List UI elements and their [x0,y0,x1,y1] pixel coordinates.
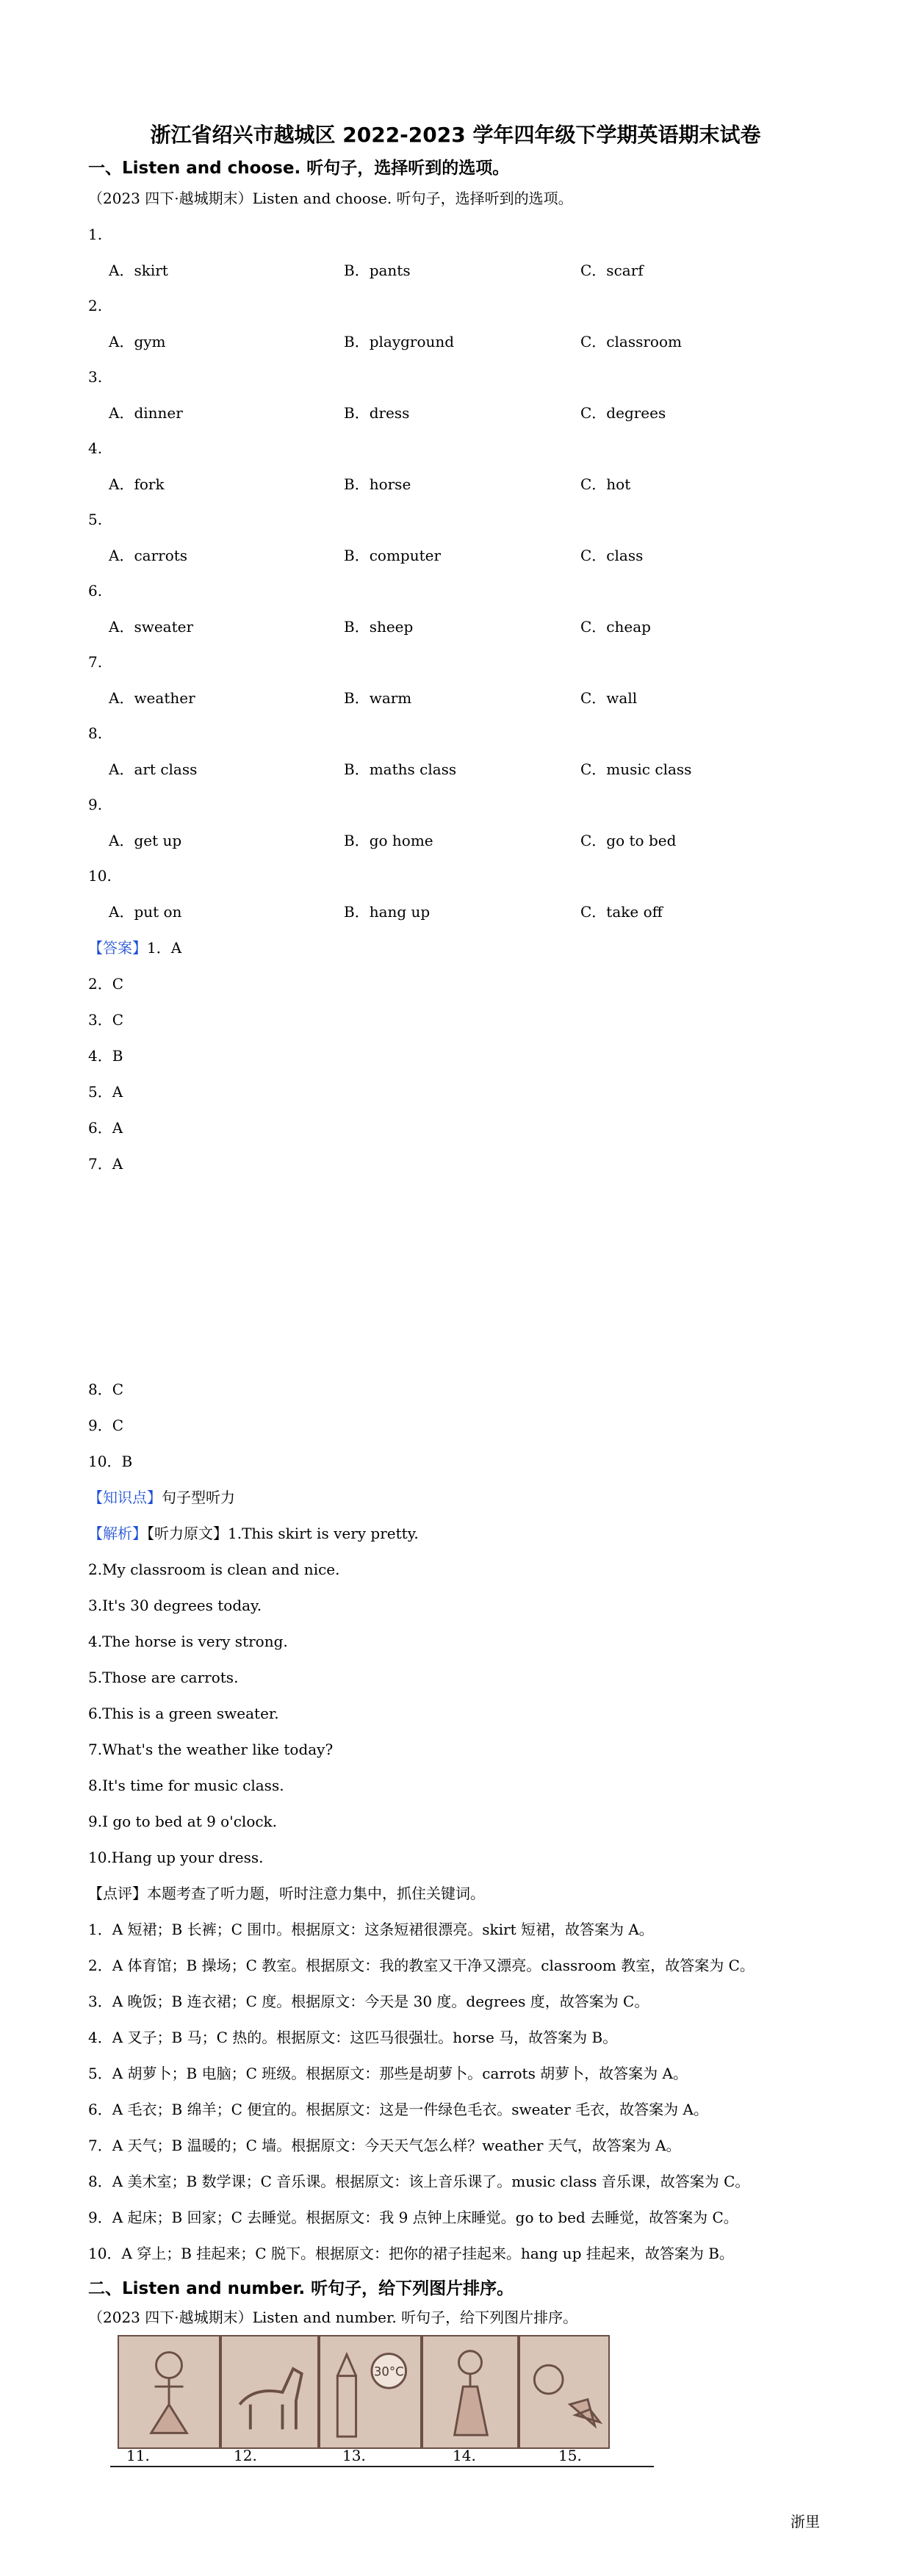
option-c: C．degrees [580,404,666,422]
transcript-line: 【听力原文】1.This skirt is very pretty. [147,1525,419,1542]
explanation-line: 1．A 短裙；B 长裤；C 围巾。根据原文：这条短裙很漂亮。skirt 短裙，故答案为 A。 [88,1921,654,1938]
transcript-line: 5.Those are carrots. [88,1669,239,1686]
knowledge-tag: 【知识点】 [88,1489,162,1506]
option-b: B．sheep [344,618,414,636]
option-a: A．gym [109,333,166,350]
transcript-line: 2.My classroom is clean and nice. [88,1561,340,1578]
question-number: 5. [88,511,103,528]
explanation-line: 4．A 叉子；B 马；C 热的。根据原文：这匹马很强壮。horse 马，故答案为 B。 [88,2029,618,2046]
answer-tag: 【答案】 [88,939,147,957]
question-number: 8. [88,724,103,742]
answer-5: 5．A [88,1083,123,1101]
picture-strip [118,2335,610,2449]
section-2-source: （2023 四下·越城期末）Listen and number. 听句子，给下列图片排序。 [88,2309,578,2326]
blank-11: 11. [126,2447,150,2464]
answer-9: 9．C [88,1417,124,1434]
option-b: B．maths class [344,760,457,778]
option-b: B．dress [344,404,410,422]
option-b: B．pants [344,262,411,279]
answer-baseline [110,2466,654,2467]
transcript-line: 8.It's time for music class. [88,1777,284,1794]
option-c: C．scarf [580,262,644,279]
question-number: 2. [88,297,103,314]
option-c: C．class [580,547,644,564]
option-a: A．carrots [109,547,188,564]
explanation-line: 5．A 胡萝卜；B 电脑；C 班级。根据原文：那些是胡萝卜。carrots 胡萝卜，故答案为 A。 [88,2065,688,2082]
transcript-line: 3.It's 30 degrees today. [88,1597,262,1614]
question-number: 9. [88,796,103,813]
picture-carrots [519,2335,610,2449]
girl-dress-icon [423,2336,517,2447]
question-number: 1. [88,226,103,243]
blank-12: 12. [234,2447,257,2464]
question-number: 4. [88,439,103,457]
transcript-line: 7.What's the weather like today? [88,1741,334,1758]
option-b: B．warm [344,689,412,707]
option-c: C．hot [580,475,631,493]
explanation-line: 2．A 体育馆；B 操场；C 教室。根据原文：我的教室又干净又漂亮。classroom 教室，故答案为 C。 [88,1957,755,1974]
blank-15: 15. [558,2447,582,2464]
option-b: B．hang up [344,903,431,921]
option-b: B．computer [344,547,442,564]
option-a: A．art class [109,760,198,778]
section-1-heading: 一、Listen and choose. 听句子，选择听到的选项。 [88,159,510,178]
option-a: A．put on [109,903,182,921]
option-a: A．dinner [109,404,183,422]
explanation-line: 3．A 晚饭；B 连衣裙；C 度。根据原文：今天是 30 度。degrees 度，故答案为 C。 [88,1993,649,2010]
answer-line-1 [88,938,181,958]
blank-14: 14. [453,2447,476,2464]
analysis-tag: 【解析】 [88,1525,147,1542]
option-b: B．horse [344,475,411,493]
answer-4: 4．B [88,1047,123,1065]
picture-dress [422,2335,519,2449]
girl-skirt-icon [119,2336,219,2447]
transcript-line: 4.The horse is very strong. [88,1633,288,1650]
transcript-line: 9.I go to bed at 9 o'clock. [88,1813,278,1830]
option-a: A．fork [109,475,165,493]
answer-3: 3．C [88,1011,124,1029]
option-b: B．playground [344,333,455,350]
option-c: C．take off [580,903,663,921]
comment-line: 【点评】本题考查了听力题，听时注意力集中，抓住关键词。 [88,1885,485,1902]
section-2-heading: 二、Listen and number. 听句子，给下列图片排序。 [88,2279,514,2298]
option-c: C．wall [580,689,638,707]
option-a: A．skirt [109,262,168,279]
section-1-source: （2023 四下·越城期末）Listen and choose. 听句子，选择听到的选项。 [88,190,573,207]
picture-weather [319,2335,422,2449]
transcript-line: 6.This is a green sweater. [88,1705,279,1722]
picture-skirt [118,2335,220,2449]
question-number: 7. [88,653,103,671]
option-a: A．weather [109,689,195,707]
answer-6: 6．A [88,1119,123,1137]
page-title: 浙江省绍兴市越城区 2022-2023 学年四年级下学期英语期末试卷 [150,123,761,147]
answer-8: 8．C [88,1381,124,1398]
option-a: A．sweater [109,618,194,636]
explanation-line: 9．A 起床；B 回家；C 去睡觉。根据原文：我 9 点钟上床睡觉。go to bed 去睡觉，故答案为 C。 [88,2209,738,2226]
question-number: 3. [88,368,103,386]
page-footer: 浙里 [791,2513,820,2530]
explanation-line: 7．A 天气；B 温暖的；C 墙。根据原文：今天天气怎么样？weather 天气，故答案为 A。 [88,2137,681,2154]
knowledge-text: 句子型听力 [162,1489,235,1506]
option-c: C．cheap [580,618,651,636]
option-a: A．get up [109,832,182,849]
answer-10: 10．B [88,1453,133,1470]
carrots-icon [520,2336,608,2447]
explanation-line: 6．A 毛衣；B 绵羊；C 便宜的。根据原文：这是一件绿色毛衣。sweater 毛衣，故答案为 A。 [88,2101,708,2118]
explanation-line: 10．A 穿上；B 挂起来；C 脱下。根据原文：把你的裙子挂起来。hang up 挂起来，故答案为 B。 [88,2245,734,2262]
question-number: 10. [88,867,112,885]
answer-1: 1．A [147,939,182,957]
option-b: B．go home [344,832,433,849]
picture-horse [220,2335,319,2449]
transcript-line: 10.Hang up your dress. [88,1849,264,1866]
horse-icon [222,2336,317,2447]
blank-13: 13. [342,2447,366,2464]
temperature-badge: 30°C [373,2364,404,2379]
question-number: 6. [88,582,103,600]
option-c: C．classroom [580,333,682,350]
option-c: C．music class [580,760,692,778]
analysis-line [88,1523,419,1544]
knowledge-point [88,1487,235,1508]
option-c: C．go to bed [580,832,677,849]
answer-7: 7．A [88,1155,123,1173]
explanation-line: 8．A 美术室；B 数学课；C 音乐课。根据原文：该上音乐课了。music class 音乐课，故答案为 C。 [88,2173,750,2190]
answer-2: 2．C [88,975,124,993]
weather-tower-icon [320,2336,420,2447]
